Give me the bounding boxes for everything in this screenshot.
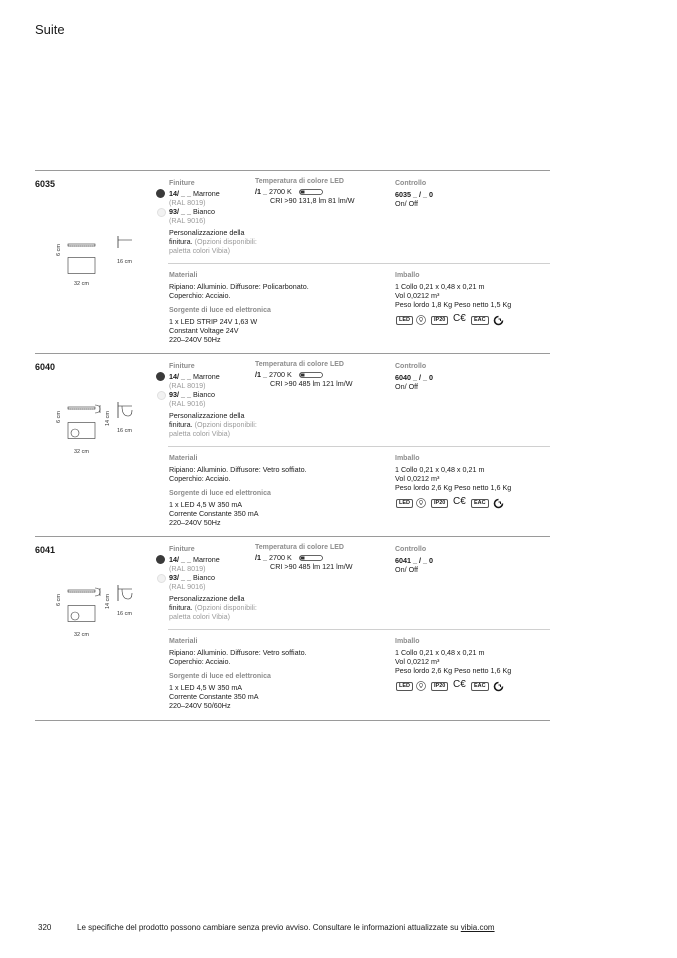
- color-temp-heading: Temperatura di colore LED: [255, 544, 344, 551]
- ce-mark-icon: C€: [453, 496, 466, 507]
- color-temp-code: /1 _: [255, 370, 267, 379]
- control-code: 6035 _ / _ 0: [395, 190, 433, 199]
- finishes-heading: Finiture: [169, 363, 195, 370]
- cri-line: CRI >90 131,8 lm 81 lm/W: [270, 196, 355, 205]
- color-temp-kelvin: 2700 K: [269, 553, 292, 562]
- product-code: 6035: [35, 179, 56, 189]
- custom-finish-options: (Opzioni disponibili:: [192, 420, 257, 429]
- lamp-symbol-icon: [416, 315, 426, 325]
- recycle-symbol-icon: [494, 316, 503, 325]
- section-divider: [168, 629, 550, 630]
- color-temp-value: [255, 187, 292, 196]
- lamp-symbol-icon: [416, 498, 426, 508]
- materials-line2: Coperchio: Acciaio.: [169, 474, 231, 483]
- light-source-heading: Sorgente di luce ed elettronica: [169, 307, 271, 314]
- materials-line1: Ripiano: Alluminio. Diffusore: Vetro soffiato.: [169, 648, 307, 657]
- custom-finish-label: finitura.: [169, 237, 193, 246]
- top-view-drawing: [67, 422, 107, 452]
- light-source-line3: 220–240V 50Hz: [169, 518, 221, 527]
- custom-finish-line2: [169, 237, 257, 246]
- page-number: 320: [38, 923, 52, 932]
- materials-line1: Ripiano: Alluminio. Diffusore: Policarbonato.: [169, 282, 309, 291]
- materials-line2: Coperchio: Acciaio.: [169, 291, 231, 300]
- custom-finish-line1: Personalizzazione della: [169, 228, 245, 237]
- finish-brown-name: Marrone: [192, 555, 220, 564]
- packaging-line2: Vol 0,0212 m³: [395, 657, 440, 666]
- control-heading: Controllo: [395, 363, 427, 370]
- custom-finish-line1: Personalizzazione della: [169, 411, 245, 420]
- finish-swatch-white[interactable]: [157, 208, 166, 217]
- light-source-line2: Constant Voltage 24V: [169, 326, 239, 335]
- cri-line: CRI >90 485 lm 121 lm/W: [270, 562, 353, 571]
- color-temp-bar-icon: [299, 555, 323, 561]
- dim-height-label: 6 cm: [56, 594, 62, 606]
- finish-white-ral: (RAL 9016): [169, 216, 206, 225]
- top-view-drawing: [67, 605, 107, 635]
- product-section: [0, 170, 677, 353]
- light-source-line1: 1 x LED 4,5 W 350 mA: [169, 683, 243, 692]
- product-code: 6041: [35, 545, 56, 555]
- color-temp-bar-icon: [299, 372, 323, 378]
- finish-white-ral: (RAL 9016): [169, 399, 206, 408]
- finish-swatch-brown[interactable]: [156, 555, 165, 564]
- ce-mark-icon: C€: [453, 313, 466, 324]
- control-type: On/ Off: [395, 382, 419, 391]
- dim-total-height-label: 14 cm: [105, 594, 111, 609]
- packaging-line3: Peso lordo 1,8 Kg Peso netto 1,5 Kg: [395, 300, 512, 309]
- color-temp-kelvin: 2700 K: [269, 370, 292, 379]
- dim-width-label: 32 cm: [74, 632, 89, 638]
- control-type: On/ Off: [395, 565, 419, 574]
- section-top-rule: [35, 353, 550, 354]
- finishes-heading: Finiture: [169, 546, 195, 553]
- eac-cert-icon: EAC: [471, 499, 489, 508]
- light-source-heading: Sorgente di luce ed elettronica: [169, 490, 271, 497]
- packaging-line2: Vol 0,0212 m³: [395, 474, 440, 483]
- color-temp-kelvin: 2700 K: [269, 187, 292, 196]
- ip20-cert-icon: IP20: [431, 316, 448, 325]
- footer-disclaimer: [77, 923, 495, 932]
- packaging-heading: Imballo: [395, 272, 420, 279]
- lamp-symbol-icon: [416, 681, 426, 691]
- led-cert-icon: LED: [396, 316, 413, 325]
- finish-white-code: 93/ _ _: [169, 573, 191, 582]
- light-source-line2: Corrente Constante 350 mA: [169, 509, 259, 518]
- packaging-line3: Peso lordo 2,6 Kg Peso netto 1,6 Kg: [395, 483, 512, 492]
- finish-brown-name: Marrone: [192, 372, 220, 381]
- control-type: On/ Off: [395, 199, 419, 208]
- led-cert-icon: LED: [396, 499, 413, 508]
- color-temp-heading: Temperatura di colore LED: [255, 361, 344, 368]
- recycle-symbol-icon: [494, 682, 503, 691]
- materials-line2: Coperchio: Acciaio.: [169, 657, 231, 666]
- finish-brown-name: Marrone: [192, 189, 220, 198]
- ip20-cert-icon: IP20: [431, 682, 448, 691]
- finish-white-code: 93/ _ _: [169, 390, 191, 399]
- finish-swatch-white[interactable]: [157, 574, 166, 583]
- dim-width-label: 32 cm: [74, 281, 89, 287]
- finish-brown-ral: (RAL 8019): [169, 564, 206, 573]
- color-temp-bar-icon: [299, 189, 323, 195]
- finish-white-ral: (RAL 9016): [169, 582, 206, 591]
- finish-brown-code: 14/ _ _: [169, 555, 191, 564]
- finish-brown-ral: (RAL 8019): [169, 198, 206, 207]
- recycle-symbol-icon: [494, 499, 503, 508]
- custom-finish-line3: paletta colori Vibia): [169, 612, 230, 621]
- custom-finish-line2: [169, 603, 257, 612]
- finish-brown: [169, 189, 220, 198]
- color-temp-value: [255, 553, 292, 562]
- custom-finish-line1: Personalizzazione della: [169, 594, 245, 603]
- finish-white: [169, 390, 215, 399]
- finish-brown-code: 14/ _ _: [169, 189, 191, 198]
- color-temp-code: /1 _: [255, 553, 267, 562]
- packaging-line1: 1 Collo 0,21 x 0,48 x 0,21 m: [395, 282, 485, 291]
- finish-brown: [169, 372, 220, 381]
- section-divider: [168, 446, 550, 447]
- custom-finish-line3: paletta colori Vibia): [169, 246, 230, 255]
- dim-height-label: 6 cm: [56, 244, 62, 256]
- dim-depth-label: 16 cm: [117, 428, 132, 434]
- footer-link[interactable]: vibia.com: [460, 923, 495, 932]
- custom-finish-options: (Opzioni disponibili:: [192, 603, 257, 612]
- light-source-heading: Sorgente di luce ed elettronica: [169, 673, 271, 680]
- eac-cert-icon: EAC: [471, 316, 489, 325]
- light-source-line3: 220–240V 50Hz: [169, 335, 221, 344]
- section-divider: [168, 263, 550, 264]
- ce-mark-icon: C€: [453, 679, 466, 690]
- finishes-heading: Finiture: [169, 180, 195, 187]
- color-temp-heading: Temperatura di colore LED: [255, 178, 344, 185]
- dim-total-height-label: 14 cm: [105, 411, 111, 426]
- packaging-heading: Imballo: [395, 638, 420, 645]
- product-code: 6040: [35, 362, 56, 372]
- page-title: Suite: [35, 22, 65, 37]
- control-heading: Controllo: [395, 546, 427, 553]
- finish-brown-ral: (RAL 8019): [169, 381, 206, 390]
- custom-finish-label: finitura.: [169, 420, 193, 429]
- control-code: 6041 _ / _ 0: [395, 556, 433, 565]
- custom-finish-line2: [169, 420, 257, 429]
- light-source-line2: Corrente Constante 350 mA: [169, 692, 259, 701]
- finish-white-name: Bianco: [192, 390, 215, 399]
- color-temp-value: [255, 370, 292, 379]
- finish-white: [169, 573, 215, 582]
- finish-swatch-brown[interactable]: [156, 372, 165, 381]
- control-code: 6040 _ / _ 0: [395, 373, 433, 382]
- materials-heading: Materiali: [169, 272, 198, 279]
- packaging-line3: Peso lordo 2,6 Kg Peso netto 1,6 Kg: [395, 666, 512, 675]
- packaging-heading: Imballo: [395, 455, 420, 462]
- dim-height-label: 6 cm: [56, 411, 62, 423]
- custom-finish-line3: paletta colori Vibia): [169, 429, 230, 438]
- dim-width-label: 32 cm: [74, 449, 89, 455]
- eac-cert-icon: EAC: [471, 682, 489, 691]
- dim-depth-label: 16 cm: [117, 259, 132, 265]
- cri-line: CRI >90 485 lm 121 lm/W: [270, 379, 353, 388]
- dim-depth-label: 16 cm: [117, 611, 132, 617]
- materials-heading: Materiali: [169, 455, 198, 462]
- finish-brown-code: 14/ _ _: [169, 372, 191, 381]
- finish-swatch-white[interactable]: [157, 391, 166, 400]
- light-source-line1: 1 x LED 4,5 W 350 mA: [169, 500, 243, 509]
- led-cert-icon: LED: [396, 682, 413, 691]
- finish-brown: [169, 555, 220, 564]
- light-source-line3: 220–240V 50/60Hz: [169, 701, 231, 710]
- bottom-rule: [35, 720, 550, 721]
- light-source-line1: 1 x LED STRIP 24V 1,63 W: [169, 317, 258, 326]
- finish-swatch-brown[interactable]: [156, 189, 165, 198]
- product-section: [0, 536, 677, 719]
- custom-finish-options: (Opzioni disponibili:: [192, 237, 257, 246]
- packaging-line1: 1 Collo 0,21 x 0,48 x 0,21 m: [395, 465, 485, 474]
- section-top-rule: [35, 170, 550, 171]
- custom-finish-label: finitura.: [169, 603, 193, 612]
- control-heading: Controllo: [395, 180, 427, 187]
- finish-white-name: Bianco: [192, 207, 215, 216]
- section-top-rule: [35, 536, 550, 537]
- footer-text: Le specifiche del prodotto possono cambiare senza previo avviso. Consultare le informazioni attualizzate su: [77, 923, 461, 932]
- materials-heading: Materiali: [169, 638, 198, 645]
- color-temp-code: /1 _: [255, 187, 267, 196]
- finish-white: [169, 207, 215, 216]
- finish-white-code: 93/ _ _: [169, 207, 191, 216]
- packaging-line1: 1 Collo 0,21 x 0,48 x 0,21 m: [395, 648, 485, 657]
- finish-white-name: Bianco: [192, 573, 215, 582]
- packaging-line2: Vol 0,0212 m³: [395, 291, 440, 300]
- ip20-cert-icon: IP20: [431, 499, 448, 508]
- materials-line1: Ripiano: Alluminio. Diffusore: Vetro soffiato.: [169, 465, 307, 474]
- product-section: [0, 353, 677, 536]
